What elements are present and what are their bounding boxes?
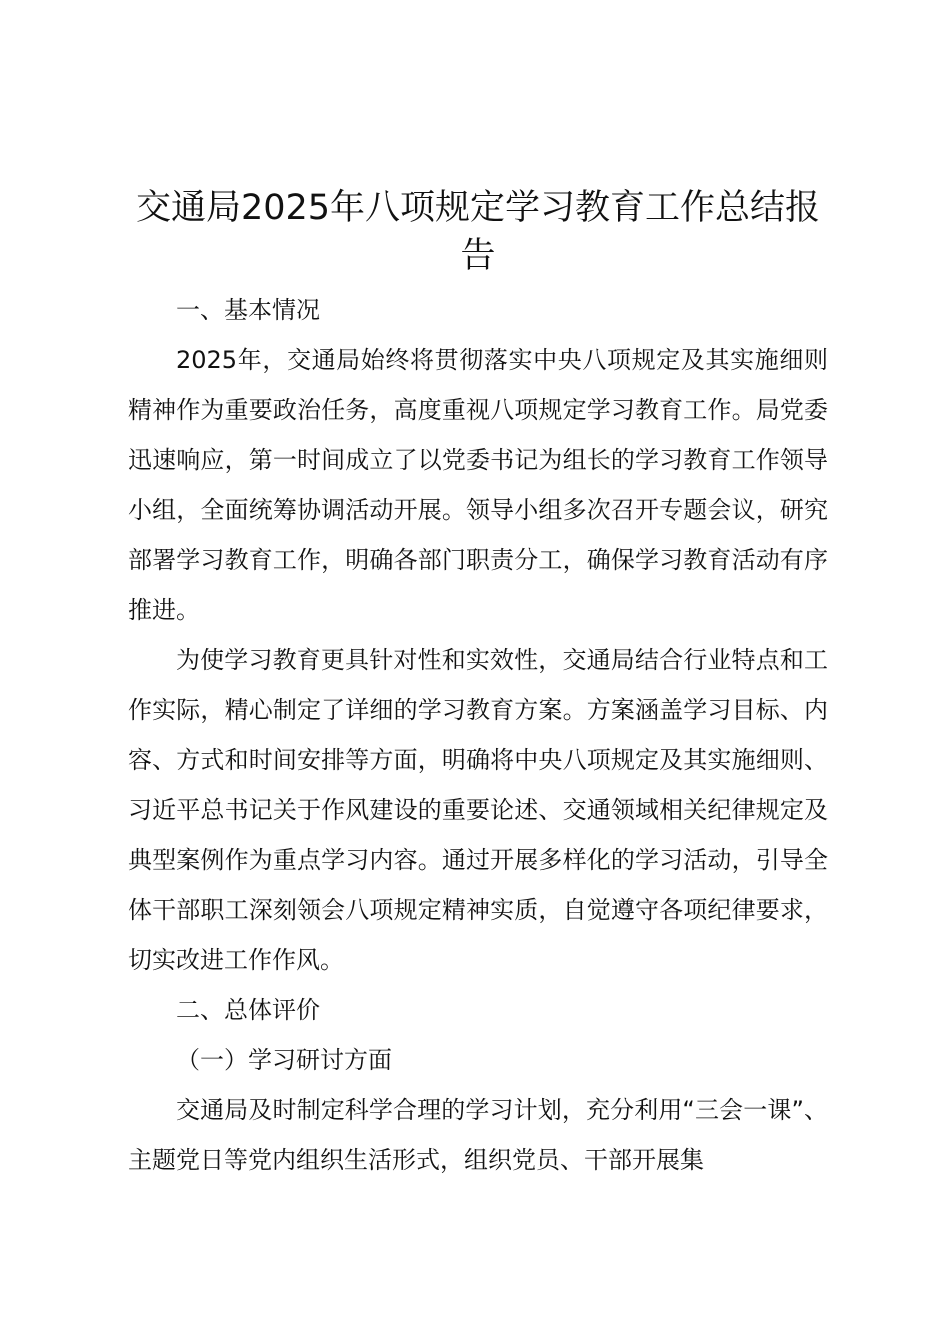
paragraph-study-discussion: 交通局及时制定科学合理的学习计划，充分利用“三会一课”、主题党日等党内组织生活形式，组织党员、干部开展集 [128, 1096, 828, 1174]
document-body [128, 285, 828, 1185]
section-heading-overall-evaluation: 二、总体评价 [176, 996, 320, 1024]
subsection-heading-study-discussion: （一）学习研讨方面 [176, 1046, 392, 1074]
document-title: 交通局2025年八项规定学习教育工作总结报告 [135, 188, 821, 276]
section-heading-basic-situation: 一、基本情况 [176, 296, 320, 324]
paragraph-basic-situation: 2025年，交通局始终将贯彻落实中央八项规定及其实施细则精神作为重要政治任务，高度重视八项规定学习教育工作。局党委迅速响应，第一时间成立了以党委书记为组长的学习教育工作领导小组，全面统筹协调活动开展。领导小组多次召开专题会议，研究部署学习教育工作，明确各部门职责分工，确保学习教育活动有序推进。 [128, 346, 828, 624]
paragraph-learning-plan: 为使学习教育更具针对性和实效性，交通局结合行业特点和工作实际，精心制定了详细的学习教育方案。方案涵盖学习目标、内容、方式和时间安排等方面，明确将中央八项规定及其实施细则、习近平总书记关于作风建设的重要论述、交通领域相关纪律规定及典型案例作为重点学习内容。通过开展多样化的学习活动，引导全体干部职工深刻领会八项规定精神实质，自觉遵守各项纪律要求，切实改进工作作风。 [128, 646, 828, 974]
